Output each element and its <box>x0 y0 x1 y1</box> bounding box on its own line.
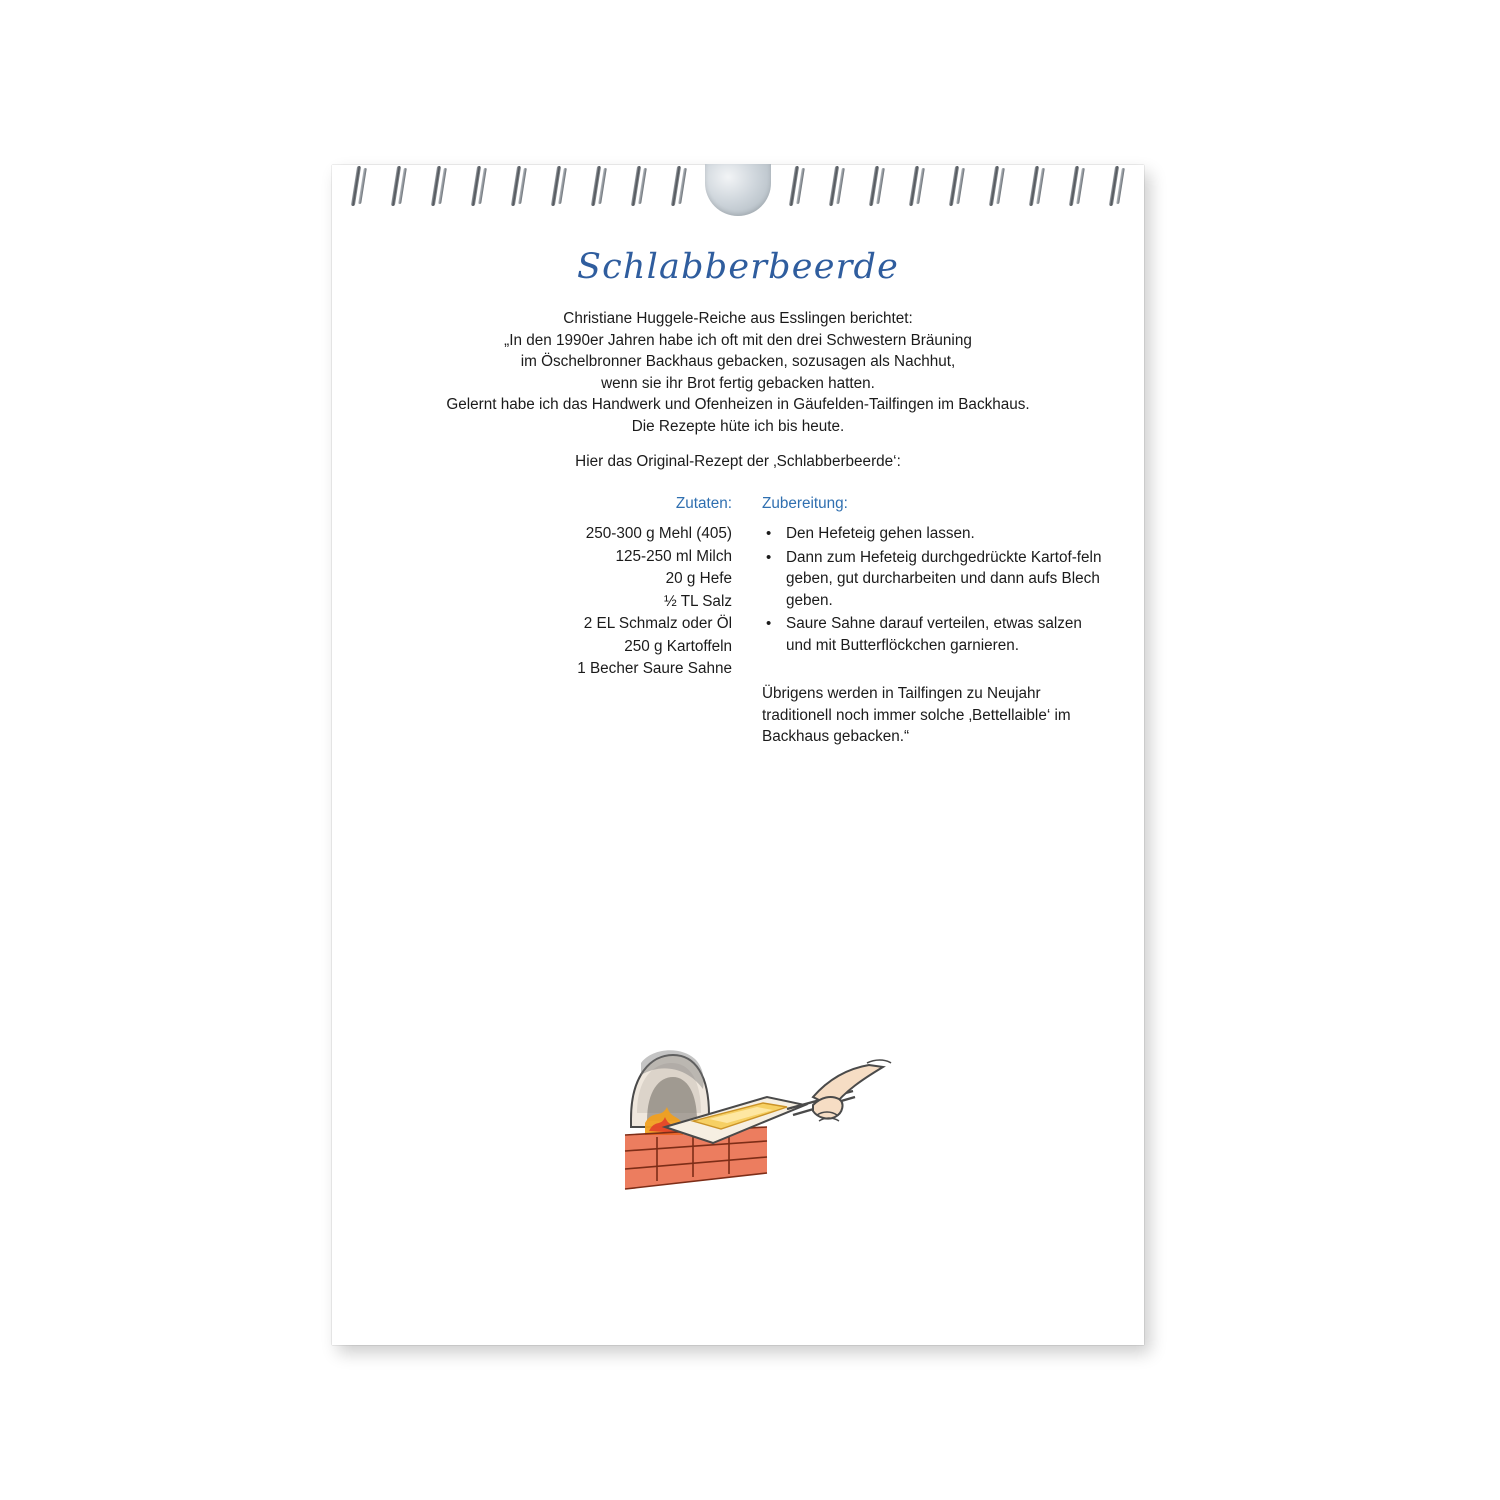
ingredient-item: 2 EL Schmalz oder Öl <box>583 615 732 632</box>
intro-line: „In den 1990er Jahren habe ich oft mit den drei Schwestern Bräuning <box>504 331 972 349</box>
oven-illustration-svg <box>617 1023 897 1213</box>
recipe-columns <box>332 495 1144 835</box>
intro-line: Christiane Huggele-Reiche aus Esslingen berichtet: <box>563 310 913 327</box>
page-title: Schlabberbeerde <box>576 247 900 287</box>
intro-line: wenn sie ihr Brot fertig gebacken hatten. <box>601 374 875 392</box>
closing-note: Übrigens werden in Tailfingen zu Neujahr traditionell noch immer solche ‚Bettellaible‘ im Backhaus gebacken.“ <box>762 685 1071 745</box>
ingredient-item: 1 Becher Saure Sahne <box>577 660 732 677</box>
ingredients-column <box>452 495 732 681</box>
intro-line: Gelernt habe ich das Handwerk und Ofenheizen in Gäufelden-Tailfingen im Backhaus. <box>446 396 1030 413</box>
intro-paragraph <box>388 308 1088 437</box>
ingredient-item: 20 g Hefe <box>665 570 732 587</box>
original-recipe-line: Hier das Original-Rezept der ‚Schlabberbeerde‘: <box>575 453 901 470</box>
ingredient-item: 250 g Kartoffeln <box>624 637 732 655</box>
preparation-heading: Zubereitung: <box>762 495 848 512</box>
ingredient-item: ½ TL Salz <box>663 592 732 610</box>
preparation-column <box>762 495 1102 658</box>
preparation-step: • Den Hefeteig gehen lassen. <box>762 523 1102 545</box>
preparation-step: • Saure Sahne darauf verteilen, etwas salzen und mit Butterflöckchen garnieren. <box>762 613 1102 656</box>
calendar-page <box>332 165 1144 1345</box>
intro-line: Die Rezepte hüte ich bis heute. <box>631 417 845 435</box>
ingredient-item: 250-300 g Mehl (405) <box>585 525 732 542</box>
oven-illustration <box>617 1023 897 1213</box>
intro-line: im Öschelbronner Backhaus gebacken, sozusagen als Nachhut, <box>520 353 956 370</box>
ingredient-item: 125-250 ml Milch <box>615 547 732 565</box>
ingredients-heading: Zutaten: <box>675 495 732 512</box>
preparation-step: • Dann zum Hefeteig durchgedrückte Kartof-feln geben, gut durcharbeiten und dann aufs Blech geben. <box>762 547 1102 612</box>
page-content <box>332 165 1144 1345</box>
